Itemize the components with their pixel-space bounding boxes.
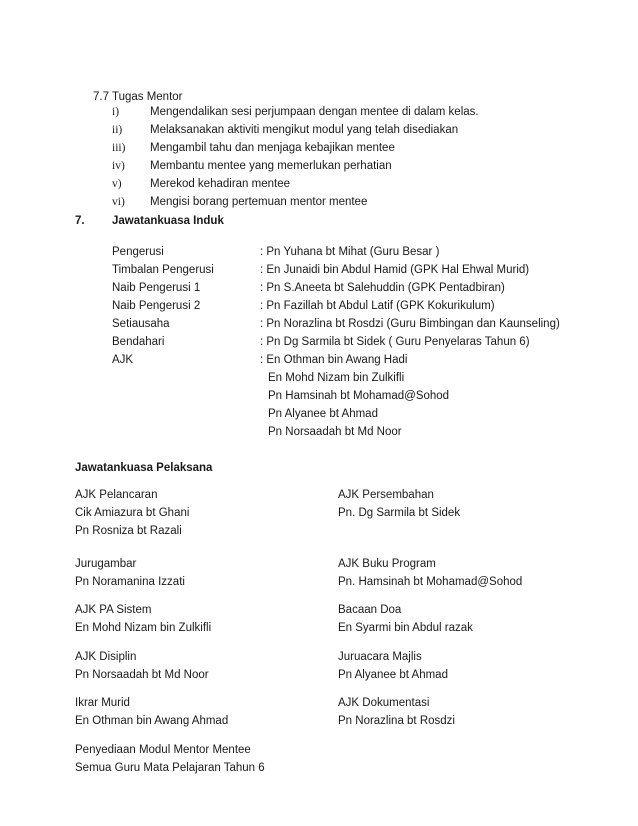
role-label: AJK	[112, 354, 134, 366]
group-title: Penyediaan Modul Mentor Mentee	[75, 744, 251, 756]
member-name: : Pn Yuhana bt Mihat (Guru Besar )	[260, 246, 440, 258]
member-name: : En Junaidi bin Abdul Hamid (GPK Hal Ehwal Murid)	[260, 264, 530, 276]
item-text: Membantu mentee yang memerlukan perhatian	[150, 160, 392, 172]
item-text: Mengambil tahu dan menjaga kebajikan mentee	[150, 142, 395, 154]
role-label: Pengerusi	[112, 246, 164, 258]
group-title: AJK PA Sistem	[75, 604, 152, 616]
section-heading-jawatankuasa-pelaksana: Jawatankuasa Pelaksana	[75, 462, 213, 474]
group-member: Pn. Dg Sarmila bt Sidek	[338, 507, 461, 519]
group-title: AJK Pelancaran	[75, 489, 158, 501]
role-label: Bendahari	[112, 336, 165, 348]
group-title: Juruacara Majlis	[338, 651, 422, 663]
item-number: iii)	[112, 142, 126, 154]
member-name: : Pn Norazlina bt Rosdzi (Guru Bimbingan dan Kaunseling)	[260, 318, 560, 330]
group-member: Pn Noramanina Izzati	[75, 576, 185, 588]
group-member: Semua Guru Mata Pelajaran Tahun 6	[75, 762, 265, 774]
role-label: Timbalan Pengerusi	[112, 264, 214, 276]
section-heading-tugas-mentor: 7.7 Tugas Mentor	[93, 91, 183, 103]
group-title: Jurugambar	[75, 558, 137, 570]
group-title: AJK Dokumentasi	[338, 697, 430, 709]
item-number: i)	[112, 106, 120, 118]
group-title: AJK Disiplin	[75, 651, 137, 663]
item-number: ii)	[112, 124, 123, 136]
group-title: AJK Buku Program	[338, 558, 436, 570]
group-title: Bacaan Doa	[338, 604, 402, 616]
section-heading-jawatankuasa-induk: Jawatankuasa Induk	[112, 215, 224, 227]
member-name: : En Othman bin Awang Hadi	[260, 354, 408, 366]
role-label: Naib Pengerusi 1	[112, 282, 201, 294]
section-number: 7.	[75, 215, 85, 227]
member-name: : Pn Dg Sarmila bt Sidek ( Guru Penyelaras Tahun 6)	[260, 336, 530, 348]
member-name: : Pn S.Aneeta bt Salehuddin (GPK Pentadbiran)	[260, 282, 505, 294]
ajk-member: Pn Norsaadah bt Md Noor	[268, 426, 402, 438]
group-title: AJK Persembahan	[338, 489, 434, 501]
item-number: v)	[112, 178, 122, 190]
ajk-member: Pn Alyanee bt Ahmad	[268, 408, 378, 420]
group-member: En Syarmi bin Abdul razak	[338, 622, 473, 634]
item-text: Melaksanakan aktiviti mengikut modul yang telah disediakan	[150, 124, 459, 136]
member-name: : Pn Fazillah bt Abdul Latif (GPK Kokurikulum)	[260, 300, 495, 312]
item-number: vi)	[112, 196, 125, 208]
group-member: Pn. Hamsinah bt Mohamad@Sohod	[338, 576, 523, 588]
group-member: Pn Rosniza bt Razali	[75, 525, 182, 537]
group-member: Cik Amiazura bt Ghani	[75, 507, 190, 519]
group-title: Ikrar Murid	[75, 697, 130, 709]
group-member: Pn Norsaadah bt Md Noor	[75, 669, 209, 681]
role-label: Naib Pengerusi 2	[112, 300, 201, 312]
group-member: Pn Norazlina bt Rosdzi	[338, 715, 455, 727]
item-text: Merekod kehadiran mentee	[150, 178, 290, 190]
item-text: Mengisi borang pertemuan mentor mentee	[150, 196, 368, 208]
ajk-member: En Mohd Nizam bin Zulkifli	[268, 372, 405, 384]
group-member: En Mohd Nizam bin Zulkifli	[75, 622, 212, 634]
item-text: Mengendalikan sesi perjumpaan dengan mentee di dalam kelas.	[150, 106, 479, 118]
ajk-member: Pn Hamsinah bt Mohamad@Sohod	[268, 390, 450, 402]
group-member: En Othman bin Awang Ahmad	[75, 715, 229, 727]
role-label: Setiausaha	[112, 318, 170, 330]
item-number: iv)	[112, 160, 125, 172]
group-member: Pn Alyanee bt Ahmad	[338, 669, 448, 681]
